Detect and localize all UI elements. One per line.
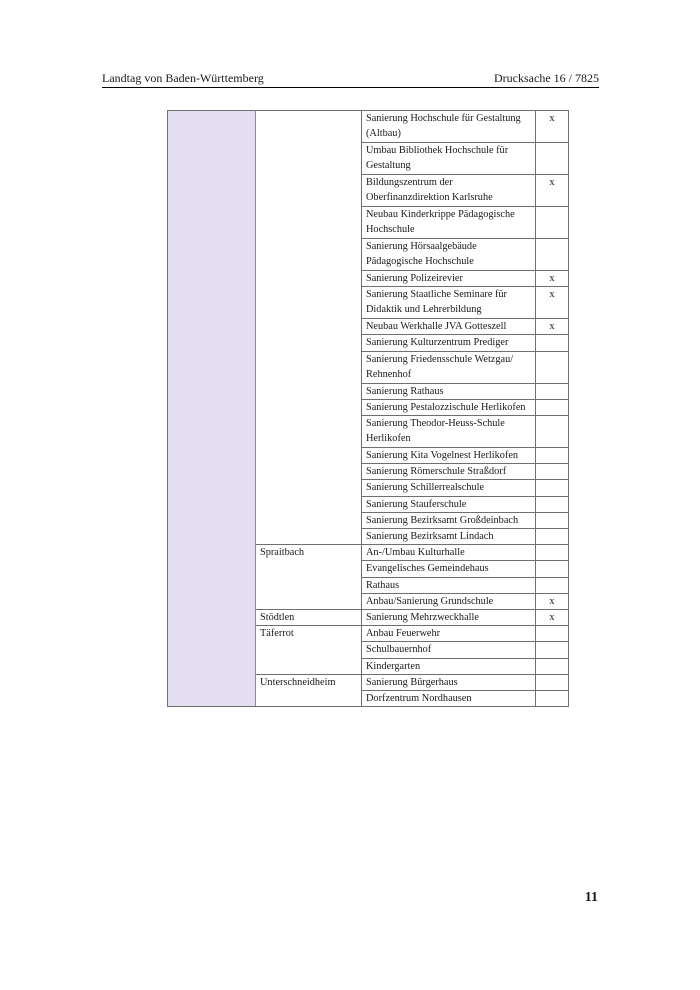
project-cell: Umbau Bibliothek Hochschule für Gestaltung: [362, 143, 536, 175]
project-cell: Anbau/Sanierung Grundschule: [362, 593, 536, 609]
table-row: [168, 111, 569, 143]
mark-cell: [536, 496, 569, 512]
project-cell: Sanierung Stauferschule: [362, 496, 536, 512]
project-cell: Kindergarten: [362, 658, 536, 674]
mark-cell: [536, 545, 569, 561]
mark-cell: [536, 691, 569, 707]
mark-cell: [536, 464, 569, 480]
municipality-cell: Unterschneidheim: [256, 674, 362, 706]
project-cell: Anbau Feuerwehr: [362, 626, 536, 642]
mark-cell: [536, 480, 569, 496]
mark-cell: [536, 239, 569, 271]
mark-cell: [536, 143, 569, 175]
mark-cell: x: [536, 111, 569, 143]
project-cell: Dorfzentrum Nordhausen: [362, 691, 536, 707]
municipality-cell: Täferrot: [256, 626, 362, 675]
project-cell: An-/Umbau Kulturhalle: [362, 545, 536, 561]
project-cell: Neubau Werkhalle JVA Gotteszell: [362, 319, 536, 335]
mark-cell: [536, 658, 569, 674]
mark-cell: x: [536, 610, 569, 626]
mark-cell: [536, 351, 569, 383]
mark-cell: x: [536, 319, 569, 335]
project-cell: Sanierung Bürgerhaus: [362, 674, 536, 690]
project-cell: Sanierung Staatliche Seminare für Didaktik und Lehrerbildung: [362, 287, 536, 319]
project-cell: Sanierung Theodor-Heuss-Schule Herlikofen: [362, 416, 536, 448]
project-cell: Evangelisches Gemeindehaus: [362, 561, 536, 577]
municipality-cell: Spraitbach: [256, 545, 362, 610]
mark-cell: [536, 529, 569, 545]
mark-cell: x: [536, 593, 569, 609]
municipality-cell: Stödtlen: [256, 610, 362, 626]
project-table: [167, 110, 569, 707]
project-cell: Sanierung Hochschule für Gestaltung (Altbau): [362, 111, 536, 143]
region-cell: [168, 111, 256, 707]
document-number: Drucksache 16 / 7825: [494, 71, 599, 85]
project-cell: Sanierung Schillerrealschule: [362, 480, 536, 496]
mark-cell: [536, 642, 569, 658]
project-cell: Sanierung Pestalozzischule Herlikofen: [362, 399, 536, 415]
mark-cell: [536, 448, 569, 464]
mark-cell: [536, 207, 569, 239]
project-cell: Sanierung Bezirksamt Großdeinbach: [362, 512, 536, 528]
page-number: 11: [584, 890, 598, 905]
project-cell: Sanierung Friedensschule Wetzgau/ Rehnenhof: [362, 351, 536, 383]
project-cell: Sanierung Kita Vogelnest Herlikofen: [362, 448, 536, 464]
mark-cell: [536, 577, 569, 593]
project-cell: Sanierung Kulturzentrum Prediger: [362, 335, 536, 351]
mark-cell: x: [536, 287, 569, 319]
project-cell: Sanierung Mehrzweckhalle: [362, 610, 536, 626]
parliament-name: Landtag von Baden-Württemberg: [102, 71, 264, 85]
mark-cell: x: [536, 175, 569, 207]
project-cell: Sanierung Bezirksamt Lindach: [362, 529, 536, 545]
mark-cell: [536, 512, 569, 528]
mark-cell: x: [536, 271, 569, 287]
project-cell: Bildungszentrum der Oberfinanzdirektion Karlsruhe: [362, 175, 536, 207]
mark-cell: [536, 626, 569, 642]
municipality-cell: [256, 111, 362, 545]
project-cell: Sanierung Polizeirevier: [362, 271, 536, 287]
project-cell: Rathaus: [362, 577, 536, 593]
mark-cell: [536, 399, 569, 415]
project-cell: Neubau Kinderkrippe Pädagogische Hochschule: [362, 207, 536, 239]
project-cell: Sanierung Römerschule Straßdorf: [362, 464, 536, 480]
project-cell: Sanierung Hörsaalgebäude Pädagogische Hochschule: [362, 239, 536, 271]
mark-cell: [536, 561, 569, 577]
project-cell: Schulbauernhof: [362, 642, 536, 658]
mark-cell: [536, 416, 569, 448]
project-cell: Sanierung Rathaus: [362, 383, 536, 399]
mark-cell: [536, 335, 569, 351]
page-header: [102, 70, 599, 88]
mark-cell: [536, 674, 569, 690]
mark-cell: [536, 383, 569, 399]
